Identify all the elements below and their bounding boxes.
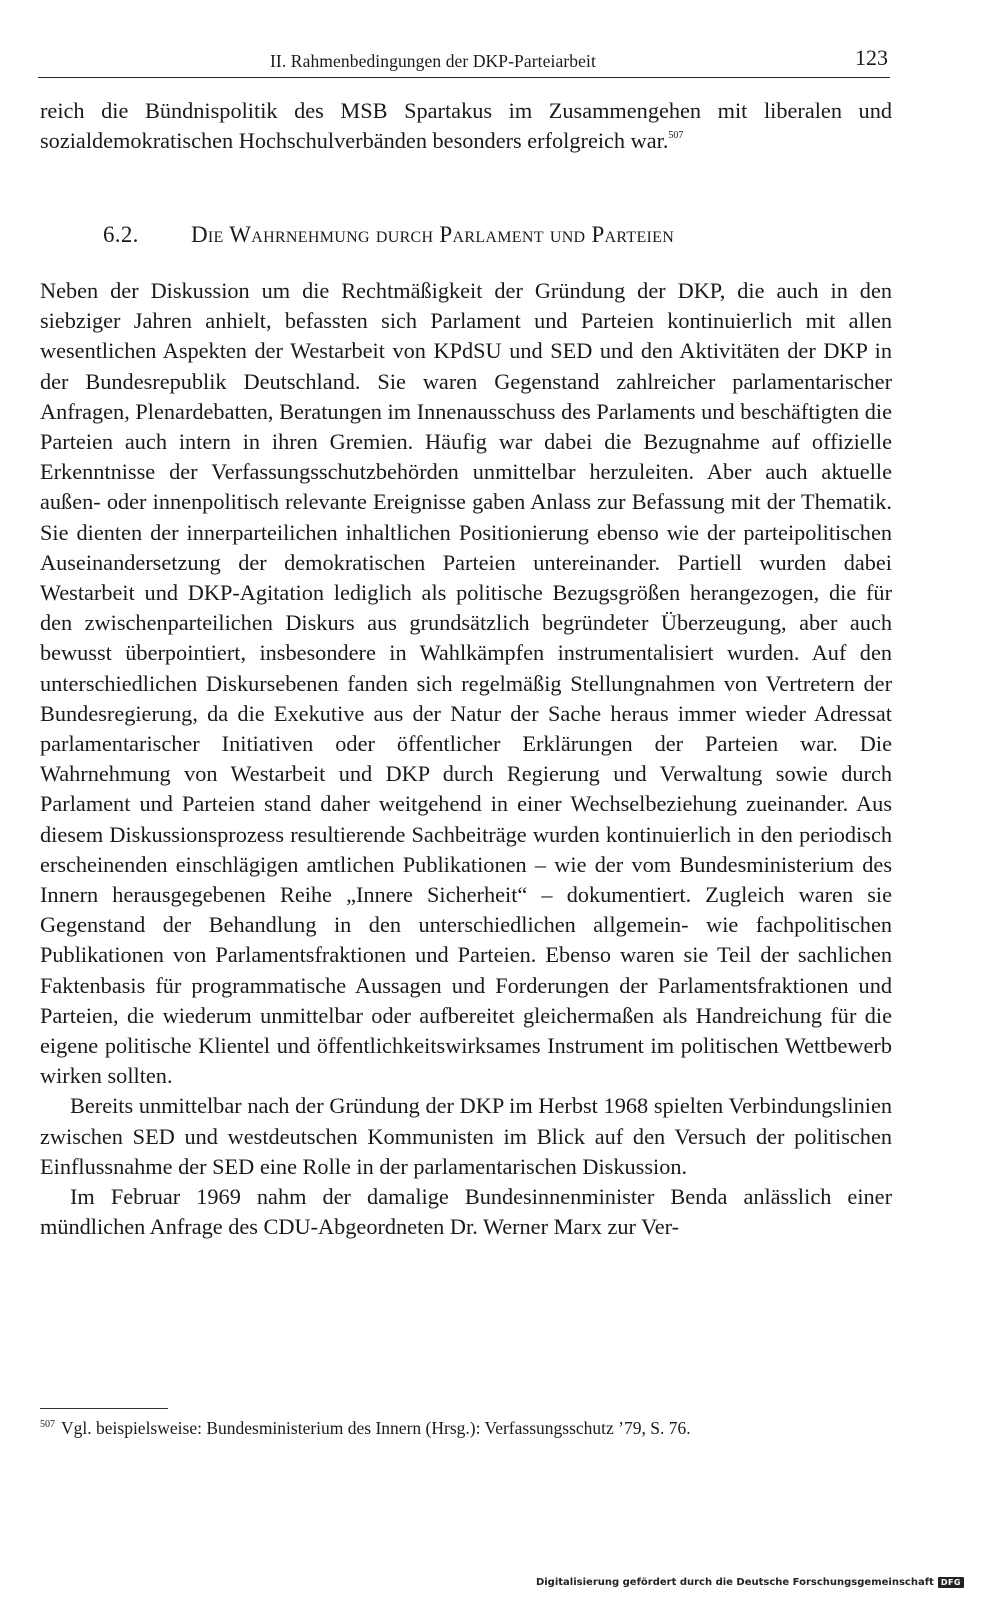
footnote-divider: [40, 1408, 168, 1409]
page-header: [38, 45, 890, 78]
body-paragraph: Neben der Diskussion um die Rechtmäßigkeit der Gründung der DKP, die auch in den siebziger Jahren anhielt, befassten sich Parlament und Parteien kontinuierlich mit allen wesentlichen Aspekten der Westarbeit von KPdSU und SED und den Aktivitäten der DKP in der Bundesrepublik Deutschland. Sie waren Gegenstand zahlreicher parlamentarischer Anfragen, Plenardebatten, Beratungen im Innenausschuss des Parlaments und beschäftigten die Parteien auch intern in ihren Gremien. Häufig war dabei die Bezugnahme auf offizielle Erkenntnisse der Verfassungsschutzbehörden unmittelbar herzuleiten. Aber auch aktuelle außen- oder innenpolitisch relevante Ereignisse gaben Anlass zur Befassung mit der Thematik. Sie dienten der innerparteilichen inhaltlichen Positionierung ebenso wie der parteipolitischen Auseinandersetzung der demokratischen Parteien untereinander. Partiell wurden dabei Westarbeit und DKP-Agitation lediglich als politische Bezugsgrößen herangezogen, die für den zwischenparteilichen Diskurs aus grundsätzlich begründeter Überzeugung, aber auch bewusst überpointiert, insbesondere in Wahlkämpfen instrumentalisiert wurden. Auf den unterschiedlichen Diskursebenen fanden sich regelmäßig Stellungnahmen von Vertretern der Bundesregierung, da die Exekutive aus der Natur der Sache heraus immer wieder Adressat parlamentarischer Initiativen oder öffentlicher Erklärungen der Parteien war. Die Wahrnehmung von Westarbeit und DKP durch Regierung und Verwaltung sowie durch Parlament und Parteien stand daher weitgehend in einer Wechselbeziehung zueinander. Aus diesem Diskussionsprozess resultierende Sachbeiträge wurden kontinuierlich in den periodisch erscheinenden einschlägigen amtlichen Publikationen – wie der vom Bundesministerium des Innern herausgegebenen Reihe „Innere Sicherheit“ – dokumentiert. Zugleich waren sie Gegenstand der Behandlung in den unterschiedlichen allgemein- wie fachpolitischen Publikationen von Parlamentsfraktionen und Parteien. Ebenso waren sie Teil der sachlichen Faktenbasis für programmatische Aussagen und Forderungen der Parlamentsfraktionen und Parteien, die wiederum unmittelbar oder aufbereitet gleichermaßen als Handreichung für die eigene politische Klientel und öffentlichkeitswirksames Instrument im politischen Wettbewerb wirken sollten.: [40, 278, 892, 1089]
footnote-reference[interactable]: 507: [668, 130, 684, 142]
section-number: 6.2.: [103, 222, 139, 247]
running-head: II. Rahmenbedingungen der DKP-Parteiarbeit: [270, 51, 596, 71]
page-number: 123: [855, 45, 888, 70]
footnote-text: Vgl. beispielsweise: Bundesministerium des Innern (Hrsg.): Verfassungsschutz ’79, S. 76.: [61, 1418, 691, 1438]
paragraph-text: reich die Bündnispolitik des MSB Spartakus im Zusammengehen mit liberalen und sozialdemokratischen Hochschulverbänden besonders erfolgreich war.: [40, 98, 892, 154]
section-body: [40, 276, 892, 1243]
dfg-logo-icon: DFG: [938, 1577, 964, 1588]
footnote: [40, 1418, 691, 1439]
footnote-number: 507: [40, 1419, 55, 1430]
body-paragraph: Bereits unmittelbar nach der Gründung der DKP im Herbst 1968 spielten Verbindungslinien zwischen SED und westdeutschen Kommunisten im Blick auf den Versuch der politischen Einflussnahme der SED eine Rolle in der parlamentarischen Diskussion.: [40, 1093, 892, 1179]
section-heading: [103, 222, 674, 248]
paragraph-continued: [40, 96, 892, 156]
body-paragraph: Im Februar 1969 nahm der damalige Bundesinnenminister Benda anlässlich einer mündlichen Anfrage des CDU-Abgeordneten Dr. Werner Marx zur Ver-: [40, 1184, 892, 1240]
digitization-credit: [536, 1577, 964, 1588]
section-title: Die Wahrnehmung durch Parlament und Parteien: [191, 222, 675, 247]
digitization-text: Digitalisierung gefördert durch die Deutsche Forschungsgemeinschaft: [535, 1577, 934, 1588]
